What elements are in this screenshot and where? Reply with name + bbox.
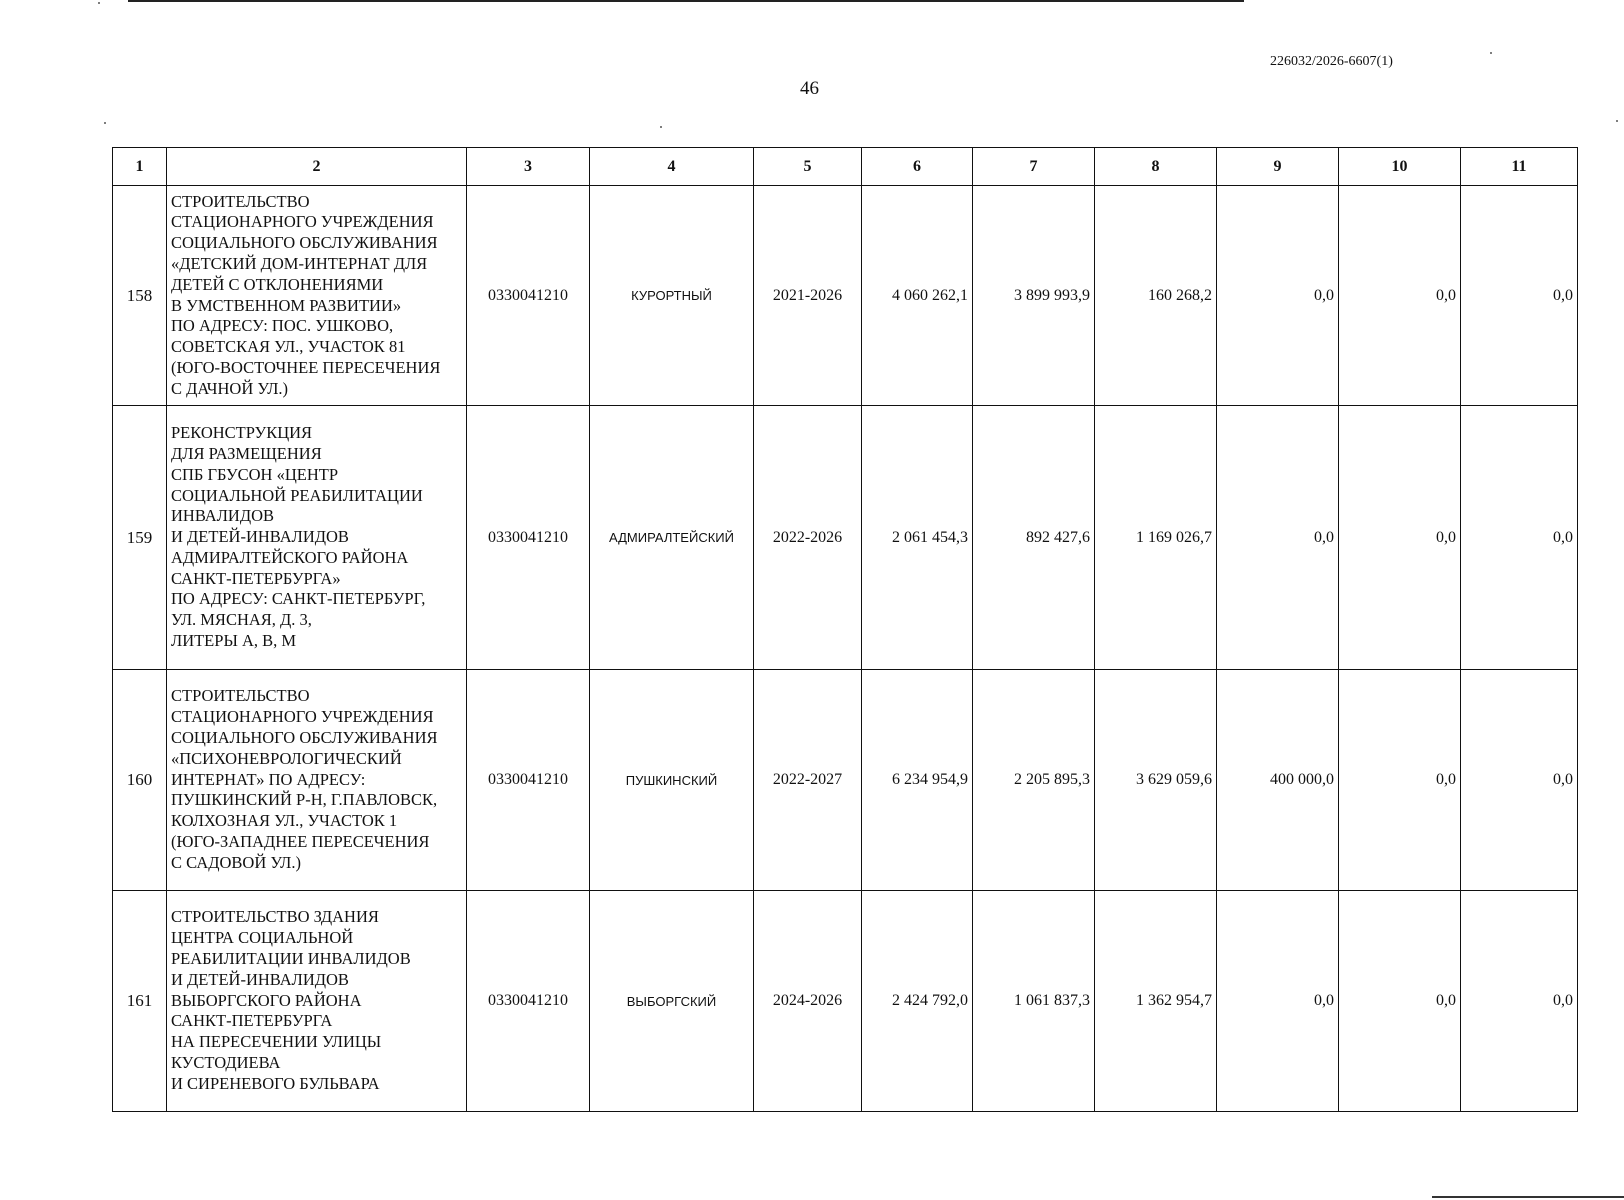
table-row [113,891,1578,1112]
amount-col-7: 892 427,6 [973,406,1095,670]
column-header: 3 [467,148,590,186]
table-row [113,406,1578,670]
scan-speck [104,122,106,124]
amount-col-9: 400 000,0 [1217,670,1339,891]
implementation-period: 2022-2027 [754,670,862,891]
amount-col-6: 4 060 262,1 [862,186,973,406]
amount-col-9: 0,0 [1217,186,1339,406]
column-header: 10 [1339,148,1461,186]
amount-col-10: 0,0 [1339,186,1461,406]
amount-col-10: 0,0 [1339,406,1461,670]
row-number: 161 [113,891,167,1112]
object-name: СТРОИТЕЛЬСТВО СТАЦИОНАРНОГО УЧРЕЖДЕНИЯ СОЦИАЛЬНОГО ОБСЛУЖИВАНИЯ «ДЕТСКИЙ ДОМ-ИНТЕРНАТ ДЛЯ ДЕТЕЙ С ОТКЛОНЕНИЯМИ В УМСТВЕННОМ РАЗВИТИИ» ПО АДРЕСУ: ПОС. УШКОВО, СОВЕТСКАЯ УЛ., УЧАСТОК 81 (ЮГО-ВОСТОЧНЕЕ ПЕРЕСЕЧЕНИЯ С ДАЧНОЙ УЛ.) [167,186,467,406]
table-row [113,186,1578,406]
column-header: 9 [1217,148,1339,186]
budget-code: 0330041210 [467,891,590,1112]
row-number: 160 [113,670,167,891]
table-header-row [113,148,1578,186]
amount-col-9: 0,0 [1217,406,1339,670]
amount-col-11: 0,0 [1461,186,1578,406]
column-header: 5 [754,148,862,186]
amount-col-8: 1 169 026,7 [1095,406,1217,670]
scan-speck [1616,120,1618,122]
column-header: 1 [113,148,167,186]
amount-col-6: 2 061 454,3 [862,406,973,670]
scan-speck [660,126,662,128]
column-header: 4 [590,148,754,186]
amount-col-11: 0,0 [1461,406,1578,670]
budget-code: 0330041210 [467,406,590,670]
object-name: СТРОИТЕЛЬСТВО СТАЦИОНАРНОГО УЧРЕЖДЕНИЯ СОЦИАЛЬНОГО ОБСЛУЖИВАНИЯ «ПСИХОНЕВРОЛОГИЧЕСКИЙ ИНТЕРНАТ» ПО АДРЕСУ: ПУШКИНСКИЙ Р-Н, Г.ПАВЛОВСК, КОЛХОЗНАЯ УЛ., УЧАСТОК 1 (ЮГО-ЗАПАДНЕЕ ПЕРЕСЕЧЕНИЯ С САДОВОЙ УЛ.) [167,670,467,891]
district: АДМИРАЛТЕЙСКИЙ [590,406,754,670]
district: ВЫБОРГСКИЙ [590,891,754,1112]
amount-col-6: 6 234 954,9 [862,670,973,891]
district: КУРОРТНЫЙ [590,186,754,406]
column-header: 7 [973,148,1095,186]
amount-col-11: 0,0 [1461,891,1578,1112]
amount-col-7: 2 205 895,3 [973,670,1095,891]
budget-code: 0330041210 [467,670,590,891]
amount-col-8: 160 268,2 [1095,186,1217,406]
column-header: 6 [862,148,973,186]
object-name: СТРОИТЕЛЬСТВО ЗДАНИЯ ЦЕНТРА СОЦИАЛЬНОЙ РЕАБИЛИТАЦИИ ИНВАЛИДОВ И ДЕТЕЙ-ИНВАЛИДОВ ВЫБОРГСКОГО РАЙОНА САНКТ-ПЕТЕРБУРГА НА ПЕРЕСЕЧЕНИИ УЛИЦЫ КУСТОДИЕВА И СИРЕНЕВОГО БУЛЬВАРА [167,891,467,1112]
object-name: РЕКОНСТРУКЦИЯ ДЛЯ РАЗМЕЩЕНИЯ СПБ ГБУСОН «ЦЕНТР СОЦИАЛЬНОЙ РЕАБИЛИТАЦИИ ИНВАЛИДОВ И ДЕТЕЙ-ИНВАЛИДОВ АДМИРАЛТЕЙСКОГО РАЙОНА САНКТ-ПЕТЕРБУРГА» ПО АДРЕСУ: САНКТ-ПЕТЕРБУРГ, УЛ. МЯСНАЯ, Д. 3, ЛИТЕРЫ А, В, М [167,406,467,670]
row-number: 159 [113,406,167,670]
district: ПУШКИНСКИЙ [590,670,754,891]
implementation-period: 2022-2026 [754,406,862,670]
amount-col-7: 3 899 993,9 [973,186,1095,406]
table-row [113,670,1578,891]
amount-col-7: 1 061 837,3 [973,891,1095,1112]
column-header: 11 [1461,148,1578,186]
column-header: 8 [1095,148,1217,186]
amount-col-9: 0,0 [1217,891,1339,1112]
implementation-period: 2024-2026 [754,891,862,1112]
amount-col-10: 0,0 [1339,670,1461,891]
registry-table [112,147,1578,1112]
scan-bottom-border [1432,1196,1624,1198]
row-number: 158 [113,186,167,406]
amount-col-8: 3 629 059,6 [1095,670,1217,891]
document-registration-number: 226032/2026-6607(1) [1270,54,1393,69]
page-number: 46 [800,78,819,99]
amount-col-6: 2 424 792,0 [862,891,973,1112]
scan-speck [1490,52,1492,54]
amount-col-10: 0,0 [1339,891,1461,1112]
amount-col-8: 1 362 954,7 [1095,891,1217,1112]
implementation-period: 2021-2026 [754,186,862,406]
scan-speck [98,2,100,4]
amount-col-11: 0,0 [1461,670,1578,891]
budget-code: 0330041210 [467,186,590,406]
scan-top-border [128,0,1244,2]
column-header: 2 [167,148,467,186]
